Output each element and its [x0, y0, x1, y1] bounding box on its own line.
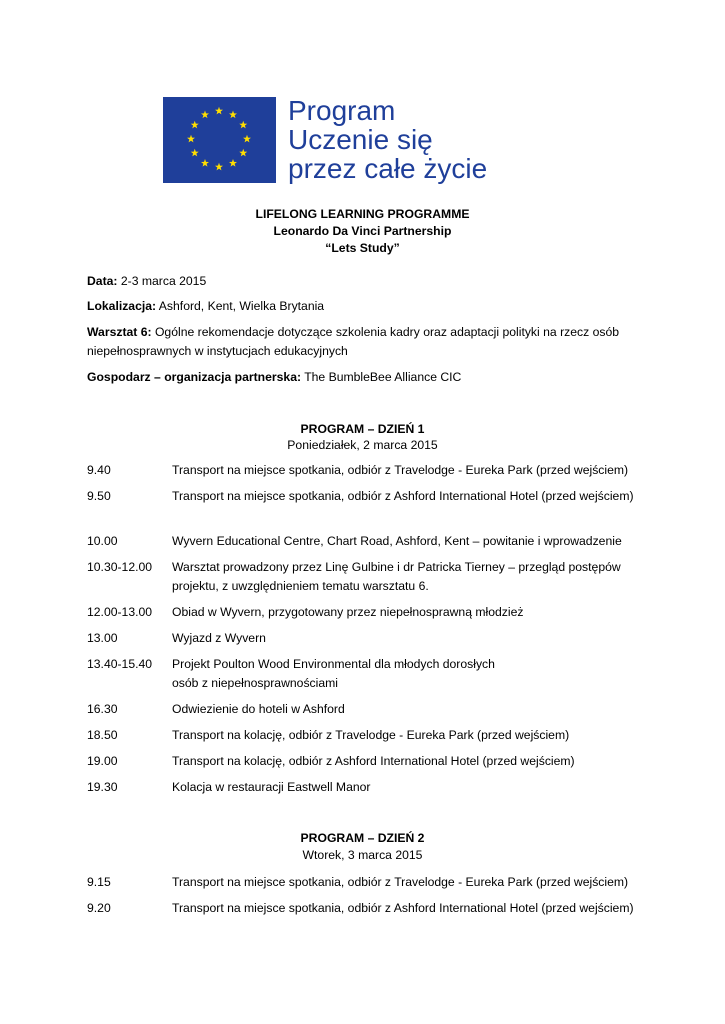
row-time: 9.50	[87, 489, 111, 503]
row-description: Kolacja w restauracji Eastwell Manor	[172, 780, 371, 794]
star-icon	[215, 107, 223, 115]
row-description: Transport na kolację, odbiór z Ashford International Hotel (przed wejściem)	[172, 754, 575, 768]
row-time: 19.00	[87, 754, 118, 768]
star-icon	[239, 121, 247, 129]
star-icon	[215, 163, 223, 171]
star-icon	[201, 159, 209, 167]
star-icon	[191, 149, 199, 157]
date-label: Data:	[87, 274, 118, 288]
row-description: Wyvern Educational Centre, Chart Road, Ashford, Kent – powitanie i wprowadzenie	[172, 534, 622, 548]
day1-date: Poniedziałek, 2 marca 2015	[287, 438, 438, 452]
row-description: Transport na miejsce spotkania, odbiór z Travelodge - Eureka Park (przed wejściem)	[172, 875, 629, 889]
date-field	[87, 272, 647, 291]
row-description: Warsztat prowadzony przez Linę Gulbine i dr Patricka Tierney – przegląd postępów projektu, z uwzględnieniem tematu warsztatu 6.	[172, 560, 621, 593]
row-description: Wyjazd z Wyvern	[172, 631, 266, 645]
host-value: The BumbleBee Alliance CIC	[301, 370, 462, 384]
logo-text: Program Uczenie się przez całe życie	[288, 95, 488, 184]
star-icon	[229, 111, 237, 119]
project-name: “Lets Study”	[325, 241, 400, 255]
day2-title: PROGRAM – DZIEŃ 2	[300, 831, 425, 845]
star-icon	[187, 135, 195, 143]
star-icon	[191, 121, 199, 129]
location-label: Lokalizacja:	[87, 299, 157, 313]
eu-stars-icon	[163, 97, 276, 183]
day2-date: Wtorek, 3 marca 2015	[302, 848, 423, 862]
eu-flag	[163, 97, 276, 183]
host-label: Gospodarz – organizacja partnerska:	[87, 370, 302, 384]
star-icon	[229, 159, 237, 167]
workshop-field	[87, 323, 642, 361]
row-time: 13.40-15.40	[87, 657, 153, 671]
row-description: Transport na miejsce spotkania, odbiór z Ashford International Hotel (przed wejściem)	[172, 901, 634, 915]
partnership-title: Leonardo Da Vinci Partnership	[273, 224, 452, 238]
row-time: 12.00-13.00	[87, 605, 153, 619]
row-time: 10.30-12.00	[87, 560, 153, 574]
row-description: Transport na miejsce spotkania, odbiór z Ashford International Hotel (przed wejściem)	[172, 489, 634, 503]
row-description: Obiad w Wyvern, przygotowany przez niepełnosprawną młodzież	[172, 605, 524, 619]
programme-title: LIFELONG LEARNING PROGRAMME	[255, 207, 470, 221]
workshop-value: Ogólne rekomendacje dotyczące szkolenia kadry oraz adaptacji polityki na rzecz osób niepełnosprawnych w instytucjach edukacyjnych	[87, 325, 619, 358]
row-description: Transport na miejsce spotkania, odbiór z Travelodge - Eureka Park (przed wejściem)	[172, 463, 629, 477]
row-time: 19.30	[87, 780, 118, 794]
location-value: Ashford, Kent, Wielka Brytania	[156, 299, 325, 313]
row-description: Projekt Poulton Wood Environmental dla młodych dorosłych osób z niepełnosprawnościami	[172, 657, 495, 690]
star-icon	[243, 135, 251, 143]
star-icon	[239, 149, 247, 157]
location-field	[87, 297, 647, 316]
row-time: 9.20	[87, 901, 111, 915]
row-time: 9.15	[87, 875, 111, 889]
row-time: 18.50	[87, 728, 118, 742]
row-time: 16.30	[87, 702, 118, 716]
row-description: Odwiezienie do hoteli w Ashford	[172, 702, 345, 716]
star-icon	[201, 111, 209, 119]
workshop-label: Warsztat 6:	[87, 325, 152, 339]
date-value: 2-3 marca 2015	[117, 274, 207, 288]
day1-title: PROGRAM – DZIEŃ 1	[300, 422, 425, 436]
row-time: 9.40	[87, 463, 111, 477]
row-description: Transport na kolację, odbiór z Travelodge - Eureka Park (przed wejściem)	[172, 728, 570, 742]
host-field	[87, 368, 647, 387]
row-time: 13.00	[87, 631, 118, 645]
program-logo	[163, 95, 488, 184]
row-time: 10.00	[87, 534, 118, 548]
